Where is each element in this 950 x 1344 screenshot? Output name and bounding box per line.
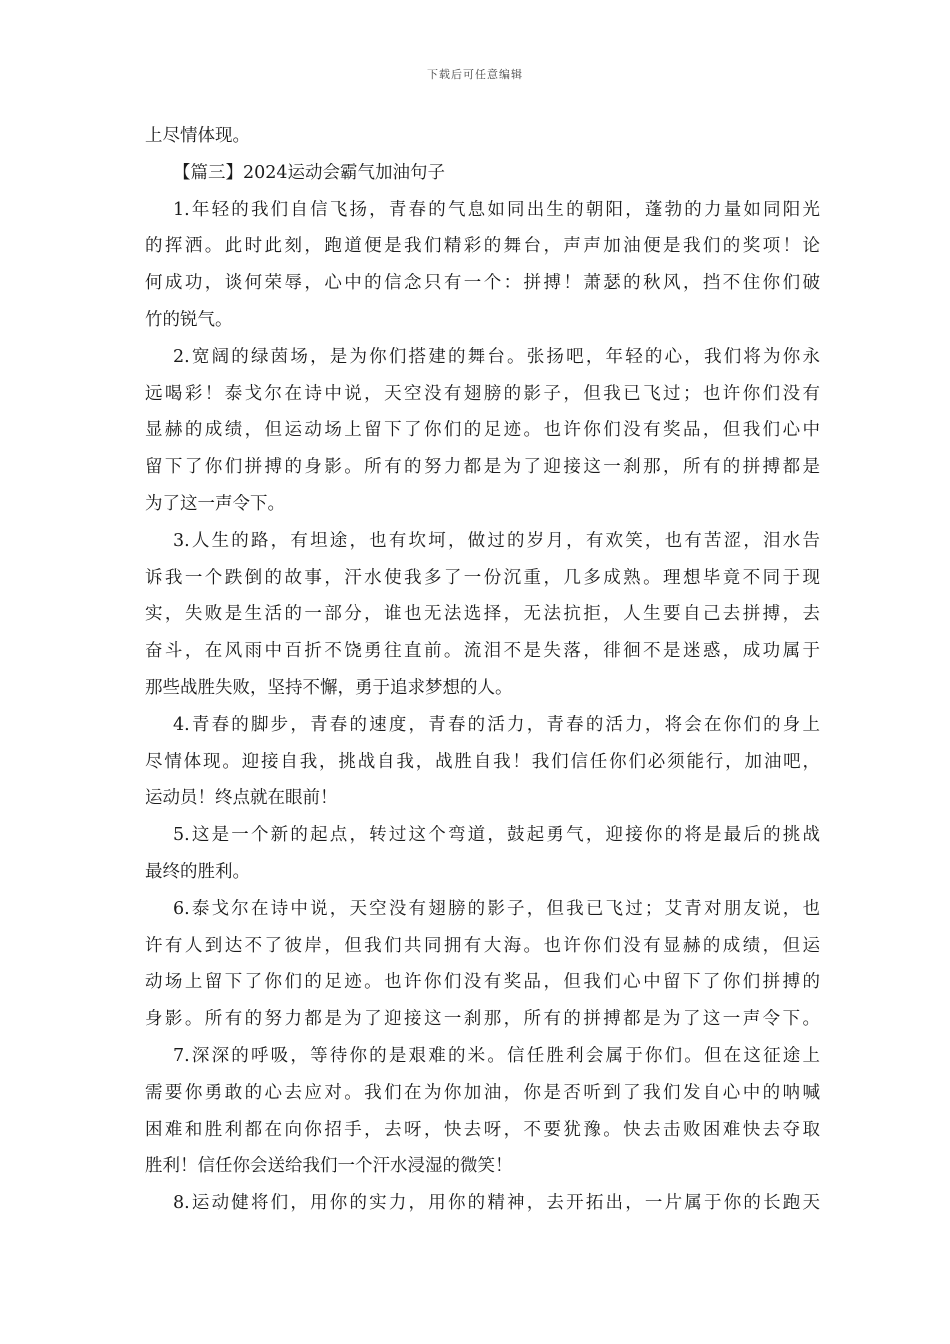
paragraph-2-line: 留下了你们拼搏的身影。所有的努力都是为了迎接这一刹那，所有的拼搏都是: [145, 457, 820, 478]
page-header-note: 下载后可任意编辑: [427, 68, 523, 81]
paragraph-2-line: 远喝彩！泰戈尔在诗中说，天空没有翅膀的影子，但我已飞过；也许你们没有: [145, 383, 820, 404]
paragraph-4-line: 运动员！终点就在眼前！: [145, 788, 338, 809]
paragraph-2-line: 为了这一声令下。: [145, 493, 285, 514]
paragraph-4-line: 4.青春的脚步，青春的速度，青春的活力，青春的活力，将会在你们的身上: [173, 714, 820, 735]
paragraph-6-line: 许有人到达不了彼岸，但我们共同拥有大海。也许你们没有显赫的成绩，但运: [145, 935, 820, 956]
paragraph-3-line: 3.人生的路，有坦途，也有坎坷，做过的岁月，有欢笑，也有苦涩，泪水告: [173, 530, 820, 551]
document-body: [145, 118, 820, 1222]
paragraph-1-line: 何成功，谈何荣辱，心中的信念只有一个：拼搏！萧瑟的秋风，挡不住你们破: [145, 273, 820, 294]
paragraph-6-line: 动场上留下了你们的足迹。也许你们没有奖品，但我们心中留下了你们拼搏的: [145, 972, 820, 993]
paragraph-5-line: 5.这是一个新的起点，转过这个弯道，鼓起勇气，迎接你的将是最后的挑战: [173, 825, 820, 846]
paragraph-7-line: 困难和胜利都在向你招手，去呀，快去呀，不要犹豫。快去击败困难快去夺取: [145, 1119, 820, 1140]
paragraph-6-line: 6.泰戈尔在诗中说，天空没有翅膀的影子，但我已飞过；艾青对朋友说，也: [173, 898, 820, 919]
paragraph-1-line: 的挥洒。此时此刻，跑道便是我们精彩的舞台，声声加油便是我们的奖项！论: [145, 236, 820, 257]
paragraph-1-line: 1.年轻的我们自信飞扬，青春的气息如同出生的朝阳，蓬勃的力量如同阳光: [173, 199, 820, 220]
paragraph-8-line: 8.运动健将们，用你的实力，用你的精神，去开拓出，一片属于你的长跑天: [173, 1193, 820, 1214]
paragraph-6-line: 身影。所有的努力都是为了迎接这一刹那，所有的拼搏都是为了这一声令下。: [145, 1009, 820, 1030]
paragraph-3-line: 那些战胜失败，坚持不懈，勇于追求梦想的人。: [145, 677, 513, 698]
paragraph-2-line: 显赫的成绩，但运动场上留下了你们的足迹。也许你们没有奖品，但我们心中: [145, 420, 820, 441]
paragraph-4-line: 尽情体现。迎接自我，挑战自我，战胜自我！我们信任你们必须能行，加油吧，: [145, 751, 820, 772]
paragraph-3-line: 实，失败是生活的一部分，谁也无法选择，无法抗拒，人生要自己去拼搏，去: [145, 604, 820, 625]
paragraph-5-line: 最终的胜利。: [145, 861, 250, 882]
paragraph-7-line: 需要你勇敢的心去应对。我们在为你加油，你是否听到了我们发自心中的呐喊: [145, 1082, 820, 1103]
paragraph-2-line: 2.宽阔的绿茵场，是为你们搭建的舞台。张扬吧，年轻的心，我们将为你永: [173, 346, 820, 367]
paragraph-1-line: 竹的锐气。: [145, 309, 233, 330]
paragraph-3-line: 奋斗，在风雨中百折不饶勇往直前。流泪不是失落，徘徊不是迷惑，成功属于: [145, 641, 820, 662]
section-heading: 【篇三】2024运动会霸气加油句子: [173, 162, 446, 183]
paragraph-7-line: 胜利！信任你会送给我们一个汗水浸湿的微笑！: [145, 1156, 513, 1177]
paragraph-7-line: 7.深深的呼吸，等待你的是艰难的米。信任胜利会属于你们。但在这征途上: [173, 1045, 820, 1066]
paragraph-3-line: 诉我一个跌倒的故事，汗水使我多了一份沉重，几多成熟。理想毕竟不同于现: [145, 567, 820, 588]
text-line: 上尽情体现。: [145, 126, 250, 146]
